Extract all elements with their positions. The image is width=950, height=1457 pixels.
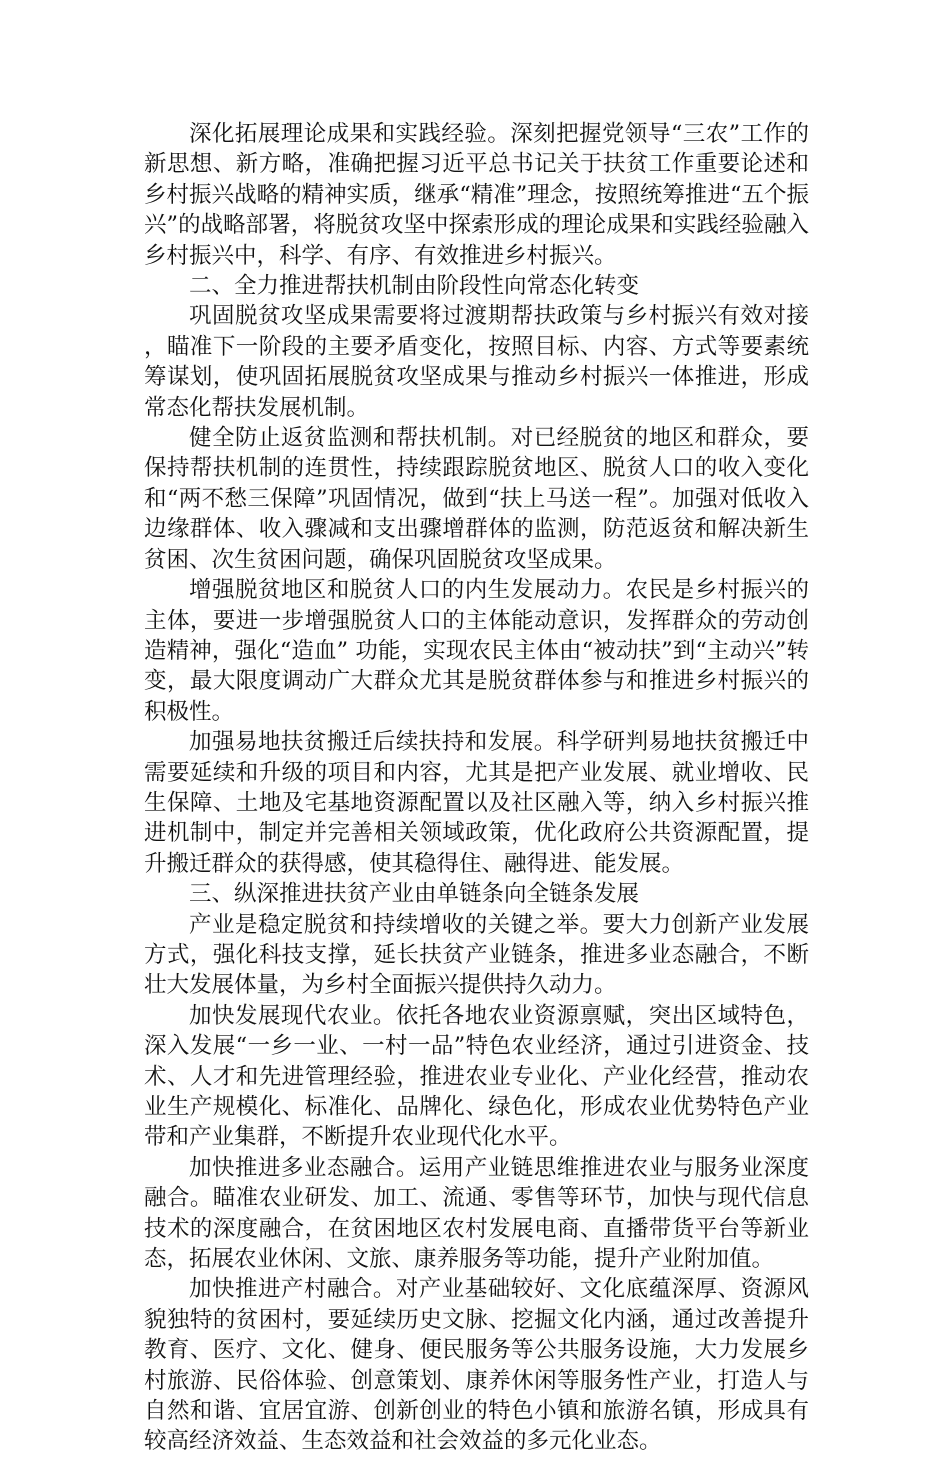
paragraph-theory-practice: 深化拓展理论成果和实践经验。深刻把握党领导“三农”工作的新思想、新方略，准确把握习近平总书记关于扶贫工作重要论述和乡村振兴战略的精神实质，继承“精准”理念，按照统筹推进“五个振兴”的战略部署，将脱贫攻坚中探索形成的理论成果和实践经验融入乡村振兴中，科学、有序、有效推进乡村振兴。: [144, 121, 809, 269]
section-heading-2: 二、全力推进帮扶机制由阶段性向常态化转变: [189, 273, 640, 300]
paragraph-industry-key: 产业是稳定脱贫和持续增收的关键之举。要大力创新产业发展方式，强化科技支撑，延长扶贫产业链条，推进多业态融合，不断壮大发展体量，为乡村全面振兴提供持久动力。: [144, 911, 809, 999]
paragraph-multi-format-integration: 加快推进多业态融合。运用产业链思维推进农业与服务业深度融合。瞄准农业研发、加工、流通、零售等环节，加快与现代信息技术的深度融合，在贫困地区农村发展电商、直播带货平台等新业态，拓展农业休闲、文旅、康养服务等功能，提升产业附加值。: [144, 1154, 809, 1273]
paragraph-industry-village-integration: 加快推进产村融合。对产业基础较好、文化底蕴深厚、资源风貌独特的贫困村，要延续历史文脉、挖掘文化内涵，通过改善提升教育、医疗、文化、健身、便民服务等公共服务设施，大力发展乡村旅游、民俗体验、创意策划、康养休闲等服务性产业，打造人与自然和谐、宜居宜游、创新创业的特色小镇和旅游名镇，形成具有较高经济效益、生态效益和社会效益的多元化业态。: [144, 1276, 809, 1455]
document-body: [144, 119, 809, 1457]
paragraph-internal-motivation: 增强脱贫地区和脱贫人口的内生发展动力。农民是乡村振兴的主体，要进一步增强脱贫人口的主体能动意识，发挥群众的劳动创造精神，强化“造血” 功能，实现农民主体由“被动扶”到“主动兴”转变，最大限度调动广大群众尤其是脱贫群体参与和推进乡村振兴的积极性。: [144, 577, 809, 725]
paragraph-modern-agriculture: 加快发展现代农业。依托各地农业资源禀赋，突出区域特色，深入发展“一乡一业、一村一品”特色农业经济，通过引进资金、技术、人才和先进管理经验，推进农业专业化、产业化经营，推动农业生产规模化、标准化、品牌化、绿色化，形成农业优势特色产业带和产业集群，不断提升农业现代化水平。: [144, 1002, 809, 1151]
paragraph-relocation-support: 加强易地扶贫搬迁后续扶持和发展。科学研判易地扶贫搬迁中需要延续和升级的项目和内容，尤其是把产业发展、就业增收、民生保障、土地及宅基地资源配置以及社区融入等，纳入乡村振兴推进机制中，制定并完善相关领域政策，优化政府公共资源配置，提升搬迁群众的获得感，使其稳得住、融得进、能发展。: [144, 729, 809, 877]
paragraph-consolidate-results: 巩固脱贫攻坚成果需要将过渡期帮扶政策与乡村振兴有效对接，瞄准下一阶段的主要矛盾变化，按照目标、内容、方式等要素统筹谋划，使巩固拓展脱贫攻坚成果与推动乡村振兴一体推进，形成常态化帮扶发展机制。: [144, 303, 809, 421]
paragraph-monitoring-mechanism: 健全防止返贫监测和帮扶机制。对已经脱贫的地区和群众，要保持帮扶机制的连贯性，持续跟踪脱贫地区、脱贫人口的收入变化和“两不愁三保障”巩固情况，做到“扶上马送一程”。加强对低收入边缘群体、收入骤减和支出骤增群体的监测，防范返贫和解决新生贫困、次生贫困问题，确保巩固脱贫攻坚成果。: [144, 425, 809, 573]
section-heading-3: 三、纵深推进扶贫产业由单链条向全链条发展: [189, 881, 640, 908]
